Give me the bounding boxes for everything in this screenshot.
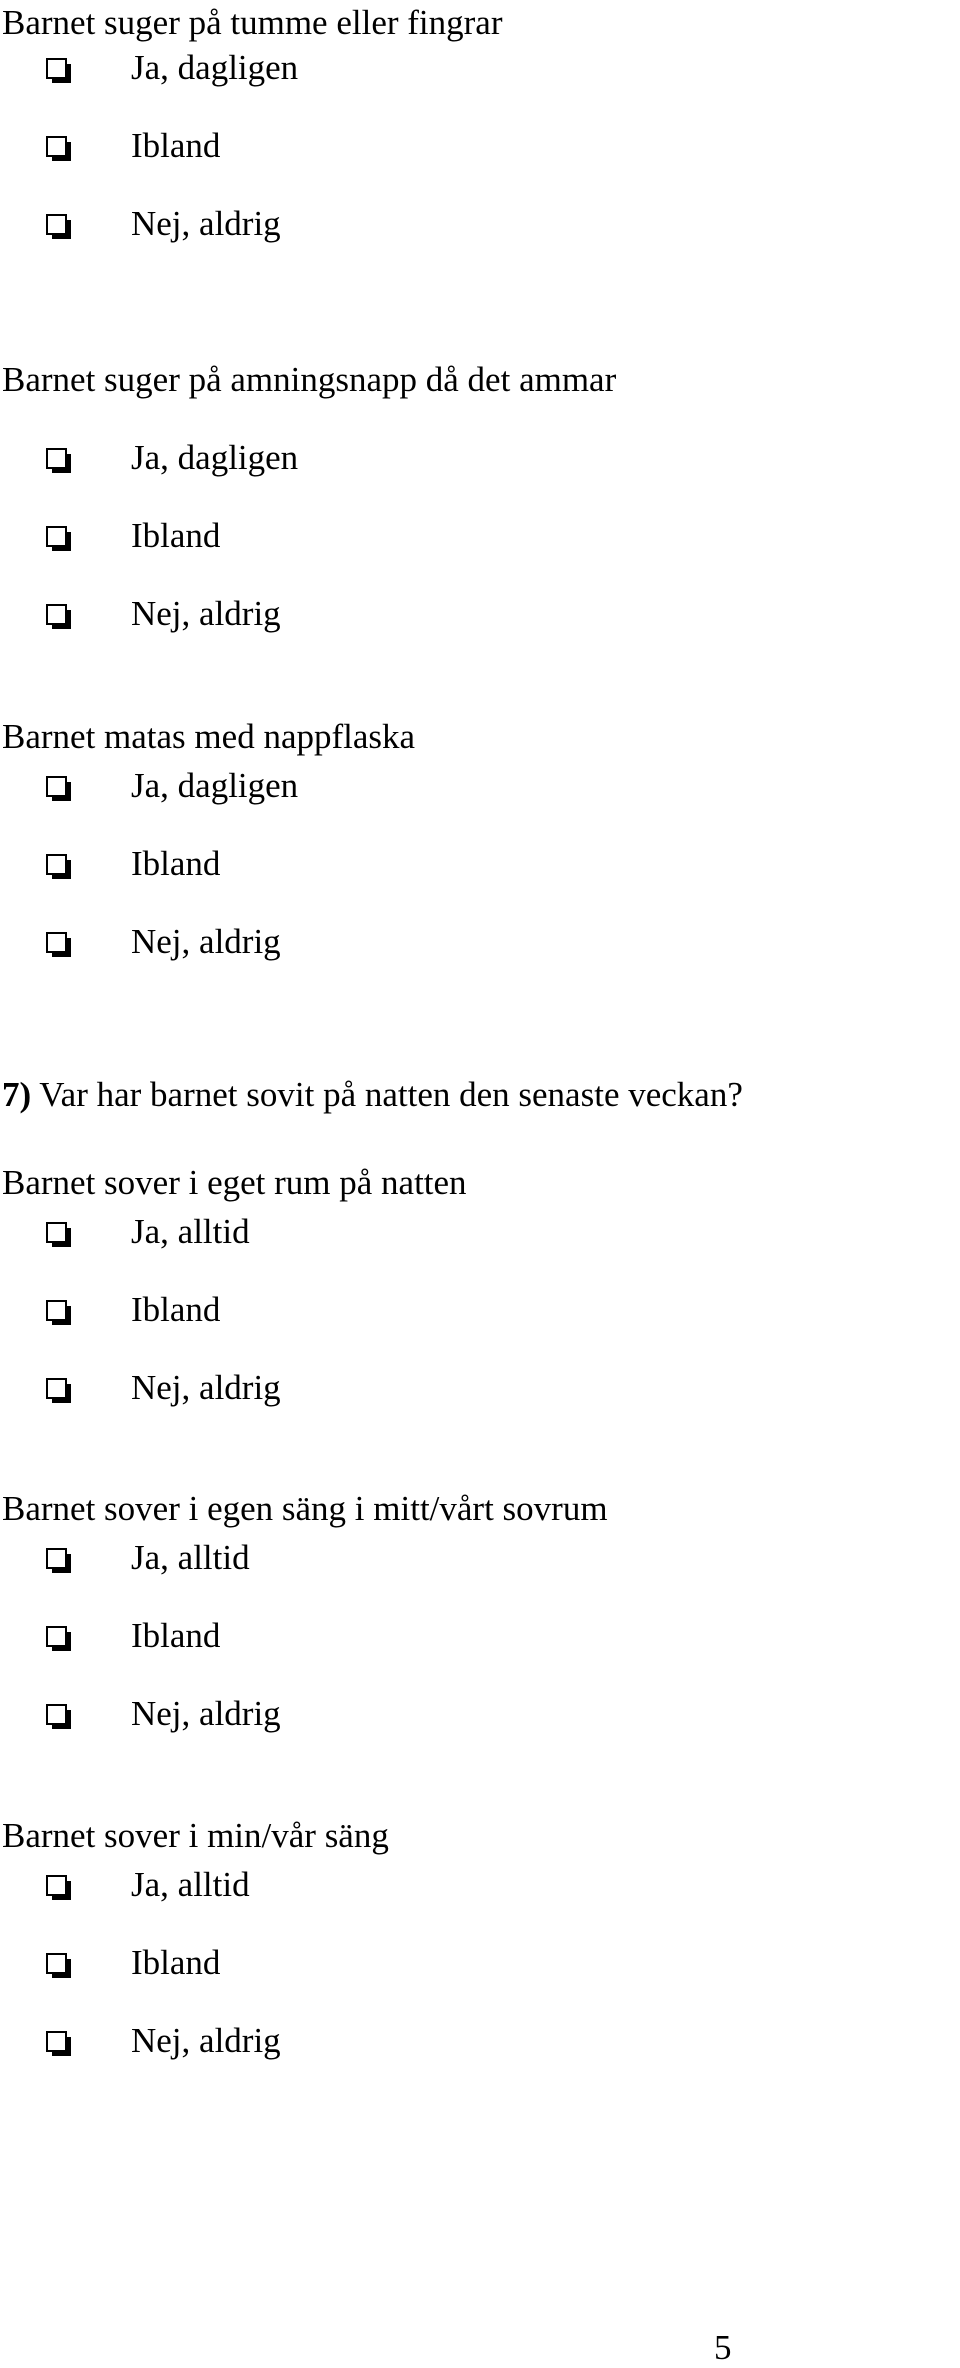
checkbox-icon[interactable] <box>46 58 67 79</box>
checkbox-icon[interactable] <box>46 1548 67 1569</box>
option-nej-aldrig[interactable] <box>2 204 942 244</box>
option-label: Ibland <box>131 1943 221 1982</box>
question-group <box>2 3 942 244</box>
question-label: Barnet sover i min/vår säng <box>2 1816 389 1855</box>
checkbox-icon[interactable] <box>46 932 67 953</box>
option-label: Ibland <box>131 126 221 165</box>
checkbox-icon[interactable] <box>46 854 67 875</box>
option-label: Ibland <box>131 1290 221 1329</box>
option-label: Ibland <box>131 516 221 555</box>
option-label: Nej, aldrig <box>131 1368 281 1407</box>
question-number: 7) <box>2 1075 32 1114</box>
checkbox-icon[interactable] <box>46 1222 67 1243</box>
question-group <box>2 1489 942 1734</box>
option-ibland[interactable] <box>2 516 942 556</box>
question-label: Barnet suger på tumme eller fingrar <box>2 3 503 42</box>
question-label: Barnet suger på amningsnapp då det ammar <box>2 360 617 399</box>
option-label: Ja, alltid <box>131 1865 250 1904</box>
question-group <box>2 360 942 634</box>
option-label: Ja, dagligen <box>131 766 299 805</box>
option-label: Ja, dagligen <box>131 438 299 477</box>
checkbox-icon[interactable] <box>46 2031 67 2052</box>
option-label: Nej, aldrig <box>131 922 281 961</box>
checkbox-icon[interactable] <box>46 448 67 469</box>
option-label: Nej, aldrig <box>131 204 281 243</box>
option-label: Ja, alltid <box>131 1538 250 1577</box>
checkbox-icon[interactable] <box>46 1300 67 1321</box>
option-label: Ibland <box>131 1616 221 1655</box>
checkbox-icon[interactable] <box>46 1875 67 1896</box>
option-ibland[interactable] <box>2 844 942 884</box>
option-nej-aldrig[interactable] <box>2 922 942 962</box>
option-nej-aldrig[interactable] <box>2 1694 942 1734</box>
option-ja-alltid[interactable] <box>2 1538 942 1578</box>
option-ja-alltid[interactable] <box>2 1865 942 1905</box>
option-label: Ibland <box>131 844 221 883</box>
option-ja-alltid[interactable] <box>2 1212 942 1252</box>
option-label: Nej, aldrig <box>131 594 281 633</box>
checkbox-icon[interactable] <box>46 1953 67 1974</box>
question-group <box>2 1163 942 1408</box>
option-ibland[interactable] <box>2 1290 942 1330</box>
checkbox-icon[interactable] <box>46 1378 67 1399</box>
question-label: Barnet sover i egen säng i mitt/vårt sovrum <box>2 1489 608 1528</box>
option-ibland[interactable] <box>2 126 942 166</box>
checkbox-icon[interactable] <box>46 526 67 547</box>
option-nej-aldrig[interactable] <box>2 2021 942 2061</box>
option-ja-dagligen[interactable] <box>2 438 942 478</box>
checkbox-icon[interactable] <box>46 1626 67 1647</box>
question-group <box>2 717 942 962</box>
option-label: Nej, aldrig <box>131 2021 281 2060</box>
question-label: Barnet matas med nappflaska <box>2 717 416 756</box>
question-label: Barnet sover i eget rum på natten <box>2 1163 467 1202</box>
checkbox-icon[interactable] <box>46 604 67 625</box>
option-ibland[interactable] <box>2 1616 942 1656</box>
option-ibland[interactable] <box>2 1943 942 1983</box>
option-label: Ja, dagligen <box>131 48 299 87</box>
option-ja-dagligen[interactable] <box>2 48 942 88</box>
checkbox-icon[interactable] <box>46 1704 67 1725</box>
option-label: Ja, alltid <box>131 1212 250 1251</box>
question-group <box>2 1816 942 2061</box>
option-nej-aldrig[interactable] <box>2 1368 942 1408</box>
question-7-heading <box>2 1075 942 1115</box>
option-ja-dagligen[interactable] <box>2 766 942 806</box>
page-number: 5 <box>714 2328 732 2367</box>
checkbox-icon[interactable] <box>46 776 67 797</box>
checkbox-icon[interactable] <box>46 136 67 157</box>
question-text: Var har barnet sovit på natten den senaste veckan? <box>31 1075 743 1114</box>
option-label: Nej, aldrig <box>131 1694 281 1733</box>
checkbox-icon[interactable] <box>46 214 67 235</box>
option-nej-aldrig[interactable] <box>2 594 942 634</box>
